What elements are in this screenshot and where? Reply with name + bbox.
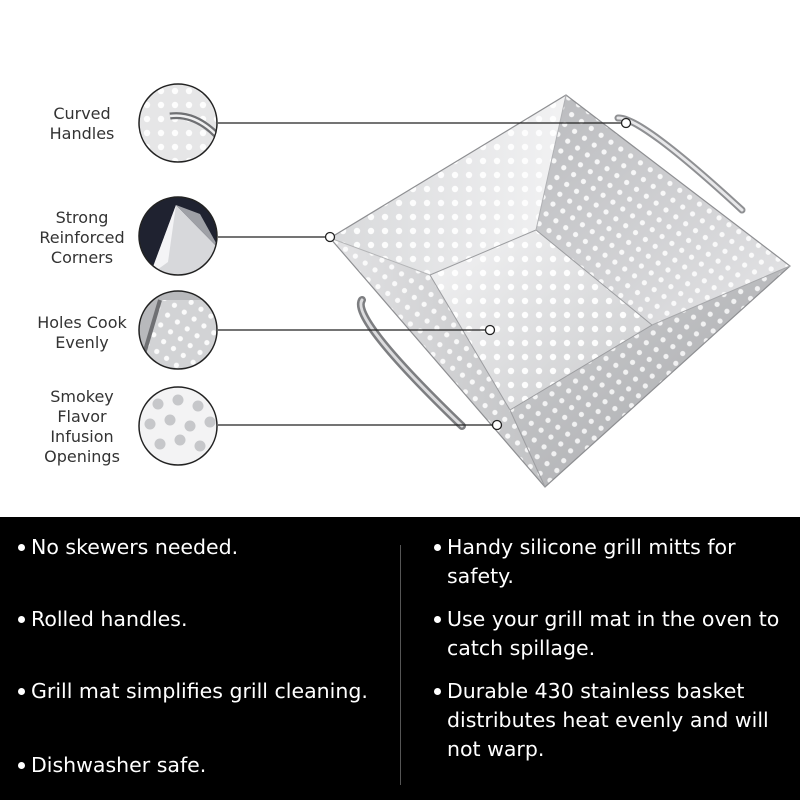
callout-line: Curved — [53, 104, 111, 123]
feature-item — [18, 677, 368, 706]
feature-item — [434, 677, 784, 764]
callout-line: Strong — [55, 208, 109, 227]
feature-text: Dishwasher safe. — [31, 753, 207, 777]
basket-body — [330, 95, 790, 487]
bullet-dot-icon — [18, 762, 25, 769]
bullet-dot-icon — [18, 616, 25, 623]
feature-panel — [0, 517, 800, 800]
callout-line: Corners — [50, 248, 114, 267]
callout-label-holes — [22, 313, 142, 353]
closeup-reinforced-corners — [139, 197, 220, 277]
bullet-dot-icon — [434, 688, 441, 695]
feature-text: Grill mat simplifies grill cleaning. — [31, 679, 368, 703]
closeup-holes — [139, 291, 219, 371]
callout-line: Reinforced — [39, 228, 125, 247]
feature-item — [434, 605, 794, 663]
feature-text: Durable 430 stainless basket distributes heat evenly and will not warp. — [447, 679, 769, 761]
callout-line: Holes Cook — [37, 313, 127, 332]
bullet-dot-icon — [18, 688, 25, 695]
closeup-openings — [139, 387, 219, 467]
closeup-curved-handles — [139, 84, 226, 164]
callout-label-curved-handles — [22, 104, 142, 144]
feature-item — [18, 533, 238, 562]
callout-line: Infusion — [50, 427, 114, 446]
feature-item — [18, 751, 206, 780]
callout-label-openings — [22, 387, 142, 467]
callout-line: Openings — [44, 447, 120, 466]
feature-text: No skewers needed. — [31, 535, 239, 559]
bullet-dot-icon — [18, 544, 25, 551]
feature-text: Rolled handles. — [31, 607, 188, 631]
callout-line: Evenly — [55, 333, 109, 352]
column-divider — [400, 545, 401, 785]
callout-line: Handles — [49, 124, 115, 143]
callout-line: Smokey — [50, 387, 114, 406]
feature-item — [18, 605, 187, 634]
feature-text: Use your grill mat in the oven to catch spillage. — [447, 607, 780, 660]
callout-line: Flavor — [57, 407, 107, 426]
feature-text: Handy silicone grill mitts for safety. — [447, 535, 736, 588]
bullet-dot-icon — [434, 544, 441, 551]
bullet-dot-icon — [434, 616, 441, 623]
feature-item — [434, 533, 784, 591]
callout-label-reinforced-corners — [22, 208, 142, 268]
